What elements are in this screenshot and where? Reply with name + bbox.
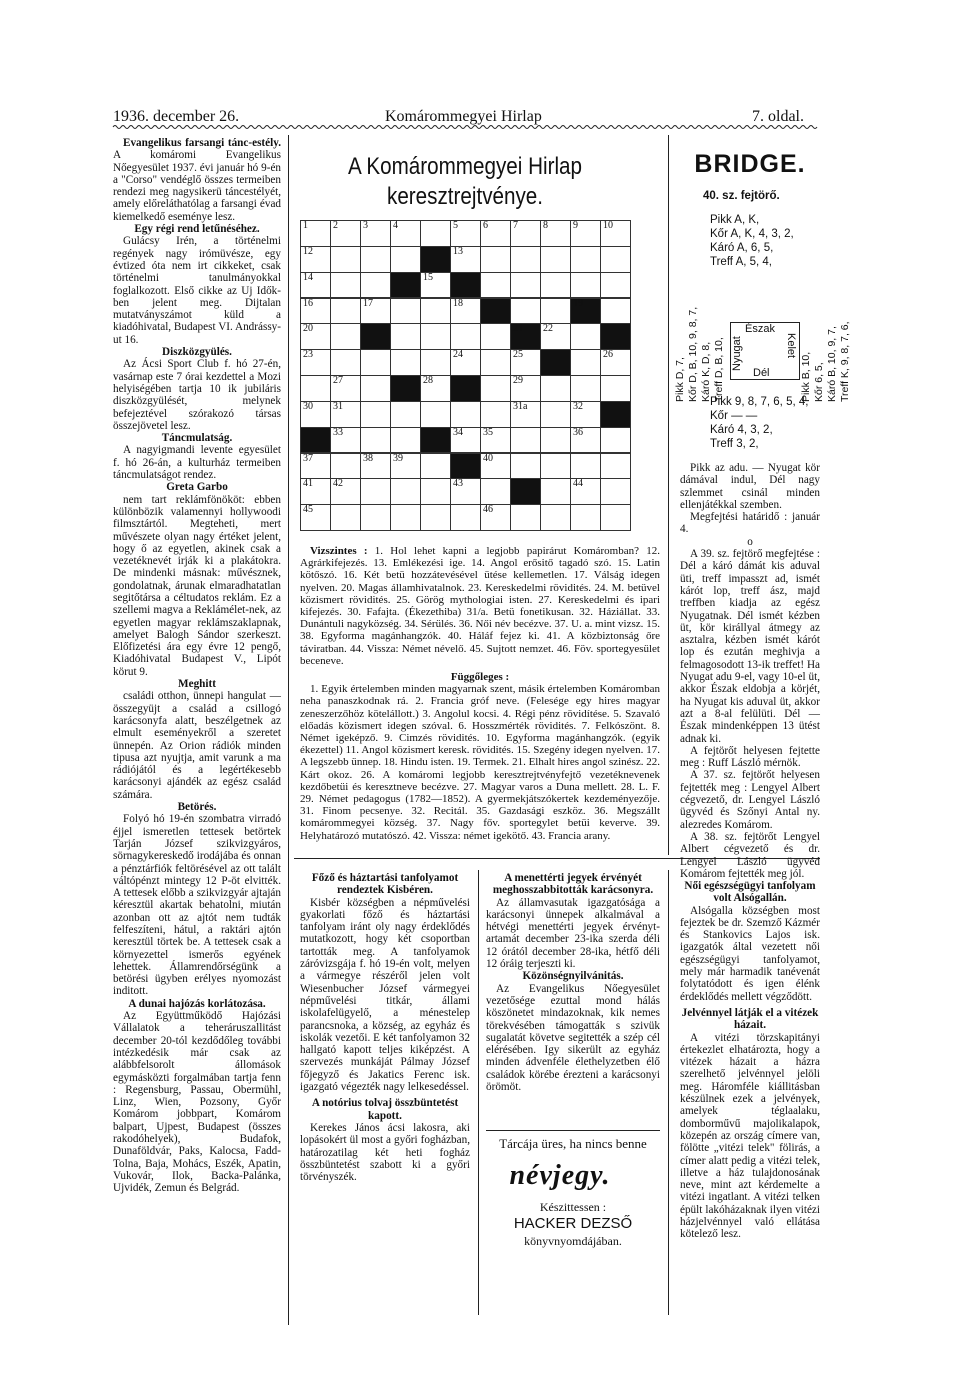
crossword-clue-number: 37 (303, 452, 313, 464)
crossword-cell[interactable] (330, 401, 361, 428)
east-hand (800, 272, 860, 407)
crossword-clue-number: 30 (303, 400, 313, 412)
crossword-cell[interactable] (450, 427, 481, 454)
issue-date: 1936. december 26. (113, 108, 240, 125)
article-text: nem tart reklámfönököt: ebben különbözik valamennyi hollywoodi filmsztártól. Megteheti, mert művészete olyan nagy értéket jelent, hogy ő az egyetlen, akinek csak a vezetéknevét irják ki a plakátokra. De mindenki másnak: művésznek, gondolatnak, árunak elmaradhatatlan segitőtársa a céltudatos reklám. Ez a szellemi magva a Reklámélet-nek, az egyetlen magyar reklámszaklapnak, amelyet Balogh Sándor szerkeszt. Előfizetési ára egy évre 12 pengő, Kiadóhivatal Budapest V., Lipót körut 9. (113, 493, 281, 678)
crossword-cell[interactable] (360, 220, 391, 247)
crossword-black-cell[interactable] (510, 323, 541, 350)
crossword-cell[interactable] (420, 272, 451, 299)
crossword-cell[interactable] (480, 478, 511, 505)
crossword-cell[interactable] (390, 401, 421, 428)
across-clues: 1. Hol lehet kapni a legjobb papirárut Komáromban? 12. Agrárkifejezés. 13. Emlékezési ige. 14. Angol erősitő tagadó szó. 15. Latin kötőszó. 16. Két betü hozzátevésével ütése kellemetlen. 17. Válság idegen nyelven. 20. Magas államhivatalnok. 23. Kereskedelmi rövidités. 24. M. betüvel közismert rövidités. 25. Görög mythologiai isten. 27. Kereskedelmi és ipari kifejezés. 30. Fafajta. (Ékezethiba) 31/a. Betü fonetikusan. 32. Háziállat. 33. Dunántuli nagyközség. 34. Sérülés. 36. Női név becézve. 37. U. a. mint vizsz. 15. 38. Egyforma magánhangzók. 40. Háláf fejez ki. 41. A közbiztonság őre táviratban. 44. Vissza: Német névelő. 45. Sujtott nemzet. 46. Föv. sportegyesület beceneve. (300, 545, 660, 667)
north-spades: Pikk A, K, (710, 214, 760, 226)
crossword-clue-number: 14 (303, 271, 313, 283)
crossword-cell[interactable] (390, 323, 421, 350)
crossword-cell[interactable] (540, 401, 571, 428)
crossword-clue-number: 13 (453, 245, 463, 257)
ad-nevjegy: névjegy. (509, 1160, 611, 1191)
crossword-clue-number: 43 (453, 478, 463, 490)
headline: Főző és háztartási tanfolyamot rendeztek Kisbéren. (311, 872, 459, 897)
south-hearts: Kőr — — (710, 410, 758, 422)
crossword-cell[interactable] (480, 375, 511, 402)
crossword-black-cell[interactable] (360, 323, 391, 350)
crossword-clue-number: 24 (453, 349, 463, 361)
bridge-solution: A 39. sz. fejtörő megfejtése : Dél a káró dámát kis aduval üti, treff impasszt ad, ismét kárót lop, treff ász, majd treffben kiadja az egész Nyugatnak. Dél ismét kézben üt, kör királlyal átmegy az asztalra, kézben ismét kárót lop és ezután meghivja a felmagosodott 13-ik treffet! Ha Nyugat adu 9-el, vagy 10-el üt, akkor Észak eldobja a körjét, ha Nyugat kis aduval üt, akkor azt a 8-al felülüti. Dél — Észak mindenképpen 13 ütést adnak ki. (680, 548, 820, 745)
headline: Betörés. (177, 801, 217, 814)
column-rule (478, 870, 479, 1315)
crossword-black-cell[interactable] (450, 272, 481, 299)
page-number: 7. oldal. (752, 108, 804, 125)
crossword-clue-number: 36 (573, 426, 583, 438)
crossword-cell[interactable] (360, 375, 391, 402)
crossword-clue-number: 5 (453, 220, 458, 231)
crossword-cell[interactable] (540, 375, 571, 402)
crossword-cell[interactable] (390, 220, 421, 247)
crossword-cell[interactable] (540, 453, 571, 480)
north-clubs: Treff A, 5, 4, (710, 256, 773, 268)
crossword-cell[interactable] (300, 375, 331, 402)
crossword-clue-number: 22 (543, 323, 553, 335)
crossword-cell[interactable] (330, 453, 361, 480)
crossword-cell[interactable] (300, 453, 331, 480)
crossword-cell[interactable] (570, 478, 601, 505)
bridge-text (680, 462, 820, 880)
crossword-black-cell[interactable] (390, 272, 421, 299)
crossword-clue-number: 21 (513, 323, 523, 335)
crossword-title (323, 152, 607, 212)
crossword-clue-number: 41 (303, 478, 313, 490)
crossword-cell[interactable] (390, 427, 421, 454)
crossword-cell[interactable] (420, 478, 451, 505)
crossword-cell[interactable] (360, 504, 391, 531)
article-text: Gulácsy Irén, a történelmi regények nagy irómüvésze, egy évtized óta nem irt cikkeket, csak történelmi tanulmányokkal foglalkozott. Első cikke az Uj Idők-ben jelent meg. Dijtalan mutatványszámot küld a kiadóhivatal, Budapest VI. Andrássy-ut 16. (113, 235, 281, 346)
crossword-cell[interactable] (540, 427, 571, 454)
crossword-clue-number: 12 (303, 245, 313, 257)
crossword-clue-number: 32 (573, 400, 583, 412)
crossword-cell[interactable] (480, 504, 511, 531)
crossword-cell[interactable] (360, 349, 391, 376)
crossword-cell[interactable] (570, 323, 601, 350)
crossword-cell[interactable] (420, 401, 451, 428)
bridge-deadline: Megfejtési határidő : január 4. (680, 511, 820, 536)
crossword-cell[interactable] (330, 504, 361, 531)
south-spades: Pikk 9, 8, 7, 6, 5, 4, (710, 396, 809, 408)
crossword-clue-number: 42 (333, 478, 343, 490)
crossword-cell[interactable] (600, 427, 631, 454)
crossword-clue-number: 29 (513, 375, 523, 386)
crossword-black-cell[interactable] (600, 323, 631, 350)
headline: A notórius tolvaj összbüntetést kapott. (311, 1097, 459, 1122)
article-text: Az Evangelikus Nőegyesület vezetősége ezuttal mond hálás köszönetet mindazoknak, kik nemes törekvésében támogatták s szivük sugalatát követve segitették a szép cél elérésében. Igy sikerült az egyház minden ádvenféle élethelyzetben élő családok körébe érezteni a karácsonyi örömöt. (486, 982, 660, 1094)
north-hearts: Kőr A, K, 4, 3, 2, (710, 228, 794, 240)
crossword-black-cell[interactable] (510, 478, 541, 505)
separator-mark: o (747, 535, 753, 548)
crossword-cell[interactable] (540, 504, 571, 531)
crossword-cell[interactable] (540, 272, 571, 299)
crossword-cell[interactable] (360, 298, 391, 325)
headline: A menettérti jegyek érvényét meghosszabbitották karácsonyra. (492, 872, 654, 897)
crossword-cell[interactable] (510, 272, 541, 299)
crossword-clue-number: 18 (453, 297, 463, 309)
crossword-cell[interactable] (570, 504, 601, 531)
crossword-black-cell[interactable] (480, 298, 511, 325)
crossword-cell[interactable] (600, 453, 631, 480)
crossword-black-cell[interactable] (420, 427, 451, 454)
crossword-cell[interactable] (510, 427, 541, 454)
crossword-title-line1: A Komárommegyei Hirlap (347, 153, 583, 180)
east-spades: Pikk B, 10, (800, 351, 812, 402)
crossword-clue-number: 2 (333, 220, 338, 231)
crossword-clue-number: 10 (603, 220, 613, 231)
south-diamonds: Káró 4, 3, 2, (710, 424, 773, 436)
crossword-cell[interactable] (450, 246, 481, 273)
crossword-cell[interactable] (360, 478, 391, 505)
east-hearts: Kőr 6, 5, (813, 362, 825, 402)
crossword-cell[interactable] (390, 478, 421, 505)
article-text: Folyó hó 19-én szombatra virradó éjjel ismeretlen tettesek betörtek Tarján József szikvizgyáros, sörnagykereskedő irodájába és onnan a pénztárfiók feltörésével az ott talált váltópénzt mintegy 12 P-öt elvitték. A tettesek előbb a szikvizgyár ajtaján kéresztül akartak behatolni, miután azonban ott az ajtót nem tudták felfeszíteni, hátul, a raktári ajtón keresztül törtek be. A tettesek csak a környezettel ismerős egyének lehettek. Államrendőrségünk a betörési ügyben erélyes nyomozást inditott. (113, 813, 281, 998)
crossword-cell[interactable] (300, 401, 331, 428)
crossword-black-cell[interactable] (420, 246, 451, 273)
crossword-cell[interactable] (540, 478, 571, 505)
crossword-title-line2: keresztrejtvénye. (386, 183, 544, 210)
crossword-clue-number: 1 (303, 220, 308, 231)
crossword-cell[interactable] (300, 272, 331, 299)
crossword-cell[interactable] (570, 272, 601, 299)
west-spades: Pikk D, 7, (674, 357, 686, 402)
crossword-cell[interactable] (600, 220, 631, 247)
column-rule (288, 135, 289, 1325)
compass-south: Dél (753, 367, 770, 379)
crossword-clue-number: 9 (573, 220, 578, 231)
article-text: Alsógalla községben most fejeztek be dr. Szemző Kázmér és Stankovics Lajos isk. igazgatók által vezetett női egészségügyi tanfolyamot, mely már harmadik tanévenát folytatódott és igen élénk érdeklődés mellett végződött. (680, 904, 820, 1003)
crossword-clue-number: 27 (333, 375, 343, 386)
crossword-cell[interactable] (300, 246, 331, 273)
crossword-cell[interactable] (480, 401, 511, 428)
compass-west: Nyugat (731, 336, 743, 371)
west-diamonds: Káró K, D, 8, (700, 341, 712, 402)
article-text: A nagyigmandi levente egyesület f. hó 26-án, a kulturház termeiben táncmulatságot rendez. (113, 444, 281, 482)
crossword-cell[interactable] (510, 349, 541, 376)
crossword-cell[interactable] (510, 401, 541, 428)
crossword-cell[interactable] (330, 375, 361, 402)
crossword-clue-number: 33 (333, 426, 343, 438)
crossword-cell[interactable] (420, 323, 451, 350)
crossword-clue-number: 40 (483, 452, 493, 464)
article-text: családi otthon, ünnepi hangulat — összegyüjt a család a csillogó karácsonyfa alatt, beszélgetnek az elmult eseményekről a szeretet ünnepén. Az Orion rádiók minden tipusa azt nyujtja, amit varunk a ma rádiójától és a legértékesebb karácsonyi ajándék az egész család számára. (113, 690, 281, 801)
paper-name: Komárommegyei Hirlap (385, 108, 542, 125)
crossword-clue-number: 39 (393, 452, 403, 464)
crossword-cell[interactable] (540, 220, 571, 247)
article-text: Kisbér községben a népművelési gyakorlati főző és háztartási tanfolyam iránt oly nagy érdeklődés mutatkozott, hogy két csoportban tartották meg. A tanfolyamok záróvizsgája f. hó 19-én volt, melyen a vármegye részéről jelen volt Wiesenbucher József vármegyei népművelési titkár, állami iskolafelügyelő, a ménestelep parancsnoka, a község, az egyház és iskolák vezetői. E két tanfolyamon 32 hallgató kapott teljes kiképzést. A szervezés munkáját Pálmay József főjegyző és Jakatics Ferenc isk. igazgató végezték nagy lelkesedéssel. (300, 896, 470, 1094)
column-rule (668, 870, 669, 1315)
crossword-cell[interactable] (300, 220, 331, 247)
headline: Egy régi rend letűnéséhez. (134, 223, 260, 236)
crossword-cell[interactable] (390, 246, 421, 273)
crossword-cell[interactable] (330, 427, 361, 454)
crossword-cell[interactable] (390, 504, 421, 531)
crossword-cell[interactable] (390, 453, 421, 480)
crossword-cell[interactable] (360, 453, 391, 480)
crossword-cell[interactable] (390, 298, 421, 325)
crossword-cell[interactable] (420, 220, 451, 247)
crossword-black-cell[interactable] (450, 453, 481, 480)
left-news-column (113, 137, 281, 1317)
crossword-cell[interactable] (570, 375, 601, 402)
crossword-black-cell[interactable] (450, 375, 481, 402)
crossword-cell[interactable] (300, 298, 331, 325)
crossword-cell[interactable] (360, 427, 391, 454)
crossword-cell[interactable] (510, 504, 541, 531)
headline: Közönségnyilvánitás. (522, 970, 624, 983)
crossword-black-cell[interactable] (570, 298, 601, 325)
west-clubs: Treff D, B, 10, (713, 337, 725, 402)
crossword-cell[interactable] (510, 453, 541, 480)
crossword-cell[interactable] (420, 375, 451, 402)
article-text: Az Ácsi Sport Club f. hó 27-én, vasárnap este 7 órai kezdettel a Mozi helyiségében tartja 10 ik jubiláris diszközgyülését, melynek befejeztével szórakozó társas összejövetel lesz. (113, 358, 281, 432)
headline: Táncmulatság. (161, 432, 233, 445)
article-text: A vitézi törzskapitányi értekezlet elhatározta, hogy a vitézek házait a házra szerelhető jelvénnyel jelöli meg. Háromféle kiállitásban készülnek ezek a jelvények, amelyek téglaalaku, domborművű majolikalapok, közepén az ország címere van, fölötte „vitézi telek" fölirás, a címer alatt pedig a vitézi telek, illetve a ház tulajdonosának neve, mint azt kérdemelte a vitézi ingatlant. A vitézi telken épült lakóházaknak ilyen vitézi házjelvénnyel való ellátása kötelező lesz. (680, 1031, 820, 1241)
crossword-clue-number: 3 (363, 220, 368, 231)
headline: Evangelikus farsangi tánc-estély. (123, 137, 281, 149)
crossword-cell[interactable] (570, 349, 601, 376)
crossword-black-cell[interactable] (390, 375, 421, 402)
headline: Greta Garbo (166, 481, 228, 494)
crossword-clue-number: 45 (303, 504, 313, 516)
crossword-cell[interactable] (330, 298, 361, 325)
crossword-cell[interactable] (330, 323, 361, 350)
crossword-cell[interactable] (600, 298, 631, 325)
bottom-column-2 (486, 872, 660, 1122)
west-hand (674, 272, 734, 407)
crossword-cell[interactable] (450, 401, 481, 428)
compass-north: Észak (745, 323, 775, 335)
crossword-cell[interactable] (480, 272, 511, 299)
ad-rule (486, 1130, 660, 1131)
crossword-clue-number: 8 (543, 220, 548, 231)
crossword-cell[interactable] (450, 504, 481, 531)
column-rule (668, 135, 669, 855)
crossword-clue-number: 7 (513, 220, 518, 231)
crossword-cell[interactable] (300, 478, 331, 505)
ad-line: Készittessen : (539, 1200, 607, 1214)
bridge-solvers: A fejtörőt helyesen fejtette meg : Ruff László mérnök. (680, 744, 820, 770)
crossword-cell[interactable] (300, 323, 331, 350)
crossword-clue-number: 17 (363, 297, 373, 309)
crossword-cell[interactable] (600, 349, 631, 376)
crossword-cell[interactable] (570, 427, 601, 454)
crossword-clue-number: 34 (453, 426, 463, 438)
west-hearts: Kőr D, B, 10, 9, 8, 7, (687, 306, 699, 402)
crossword-cell[interactable] (420, 298, 451, 325)
crossword-cell[interactable] (420, 504, 451, 531)
crossword-clue-number: 6 (483, 220, 488, 231)
crossword-cell[interactable] (570, 246, 601, 273)
bridge-rules: Pikk az adu. — Nyugat kör dámával indul, Dél nagy szlemmet csinál minden ellenjátékkal szemben. (680, 462, 820, 511)
crossword-clue-number: 46 (483, 504, 493, 516)
crossword-clue-number: 23 (303, 349, 313, 361)
crossword-cell[interactable] (510, 298, 541, 325)
bridge-title: BRIDGE. (694, 150, 806, 178)
crossword-cell[interactable] (450, 298, 481, 325)
crossword-cell[interactable] (570, 220, 601, 247)
crossword-cell[interactable] (480, 246, 511, 273)
crossword-cell[interactable] (600, 504, 631, 531)
crossword-cell[interactable] (510, 246, 541, 273)
crossword-cell[interactable] (360, 401, 391, 428)
crossword-cell[interactable] (330, 272, 361, 299)
crossword-grid (300, 220, 630, 530)
crossword-clues (300, 545, 660, 855)
bottom-column-3 (680, 880, 820, 1320)
crossword-cell[interactable] (450, 220, 481, 247)
crossword-cell[interactable] (510, 375, 541, 402)
crossword-cell[interactable] (450, 323, 481, 350)
north-diamonds: Káró A, 6, 5, (710, 242, 774, 254)
bridge-puzzle-number: 40. sz. fejtörő. (703, 190, 780, 202)
headline: Meghitt (178, 678, 216, 691)
crossword-cell[interactable] (450, 349, 481, 376)
header-wavy-rule (113, 124, 819, 130)
south-clubs: Treff 3, 2, (710, 438, 759, 450)
crossword-clue-number: 44 (573, 478, 583, 490)
crossword-cell[interactable] (300, 349, 331, 376)
crossword-cell[interactable] (540, 298, 571, 325)
crossword-cell[interactable] (600, 375, 631, 402)
crossword-cell[interactable] (330, 349, 361, 376)
crossword-clue-number: 25 (513, 349, 523, 361)
ad-line: könyvnyomdájában. (524, 1234, 622, 1248)
crossword-black-cell[interactable] (600, 401, 631, 428)
crossword-clue-number: 15 (423, 271, 433, 283)
crossword-clue-number: 4 (393, 220, 398, 231)
crossword-cell[interactable] (480, 427, 511, 454)
crossword-clue-number: 31a (513, 400, 528, 412)
article-text: Kerekes János ácsi lakosra, aki lopásokért ül most a győri fogházban, határozatilag két heti fogház összbüntetést szabott ki a győri törvényszék. (300, 1121, 470, 1184)
crossword-clue-number: 35 (483, 426, 493, 438)
bridge-solvers-37: A 37. sz. fejtörőt helyesen fejtették meg : Lengyel Albert cégvezető, dr. Lengyel László ügyvéd és Szőnyi Antal ny. alezredes Komárom. (680, 769, 820, 831)
crossword-clue-number: 20 (303, 323, 313, 335)
article-text: Az államvasutak igazgatósága a karácsonyi ünnepek alkalmával a hétvégi menettérti jegyek érvénytartamát december 23-ika szerda déli 12 órától december 28-ika, hétfő déli 12 óráig terjeszti ki. (486, 896, 660, 971)
crossword-clue-number: 28 (423, 375, 433, 386)
crossword-cell[interactable] (480, 323, 511, 350)
crossword-cell[interactable] (300, 504, 331, 531)
crossword-black-cell[interactable] (540, 349, 571, 376)
ad-company: HACKER DEZSŐ (513, 1215, 633, 1232)
crossword-cell[interactable] (480, 349, 511, 376)
crossword-cell[interactable] (330, 246, 361, 273)
crossword-black-cell[interactable] (300, 427, 331, 454)
crossword-clue-number: 19 (573, 297, 583, 309)
headline: Női egészségügyi tanfolyam volt Alsógallán. (684, 880, 816, 905)
crossword-cell[interactable] (420, 349, 451, 376)
compass-east: Kelet (785, 333, 797, 359)
crossword-cell[interactable] (450, 478, 481, 505)
down-clues: 1. Egyik értelemben minden magyarnak szent, másik értelemben Komáromban neha panaszkodnak rá. 2. Francia gróf neve. (Felesége egy hires magyar zeneszerzőhöz kötelállott.) 3. Angolul kocsi. 4. Régi pénz rövidítése. 5. Szavaló előadás közismert idegen szóval. 6. Hosszmérték rövidités. 7. Felkószönt. 8. Német igeképző. 9. Cimzés rövidités. 10. Egyforma magánhangzók. (egyik ékezettel) 11. Angol közismert keresk. rövidités. 15. Szegény idegen nyelven. 17. A legszebb ünnep. 18. Hindu isten. 19. Termek. 21. Elhalt hires angol szinész. 22. Kárt okoz. 26. A komáromi legjobb keresztrejtvényfejtő vezetéknevenek kezdőbetüi és keresztneve becézve. 27. Magyar varos a Duna mellett. 28. L. F. 29. Német pedagogus (1782—1852). A gyermekjátszókertek kezdeményezője. 31. Finom pecsenye. 32. Recitál. 35. Gazdasági eszköz. 36. Megszállt komárommegyei község. 37. Nagy főv. sportegylet betüi keverve. 39. Helyhatározó mutatószó. 42. Vissza: német igekötő. 43. Francia arany. (300, 683, 660, 842)
ad-line: Tárcája üres, ha nincs benne (499, 1136, 647, 1151)
crossword-clue-number: 26 (603, 349, 613, 361)
crossword-cell[interactable] (540, 246, 571, 273)
east-clubs: Treff K, 9, 8, 7, 6, (839, 321, 851, 402)
crossword-cell[interactable] (540, 323, 571, 350)
article-text: Az Együttműködő Hajózási Vállalatok a teheráruszallitást december 20-tól kezdődőleg további intézkedésik már csak az alábbfelsorolt állomások egymásközti forgalmában tartja fenn : Regensburg, Passau, Obermühl, Linz, Wien, Pozsony, Győr Komárom jobbpart, Komárom balpart, Ujpest, Budapest (összes rakodóhelyek), Budafok, Dunaföldvár, Paks, Kalocsa, Fadd-Tolna, Baja, Mohács, Eszék, Apatin, Vukovár, Ilok, Backa-Palánka, Ujvidék, Zemun és Belgrád. (113, 1010, 281, 1195)
across-heading: Vizszintes : (310, 545, 368, 557)
crossword-clue-number: 16 (303, 297, 313, 309)
crossword-clue-number: 38 (363, 452, 373, 464)
crossword-cell[interactable] (390, 349, 421, 376)
crossword-cell[interactable] (330, 220, 361, 247)
crossword-cell[interactable] (330, 478, 361, 505)
bridge-solvers-38: A 38. sz. fejtörőt Lengyel Albert cégvezető és dr. Lengyel László ügyvéd Komárom fejtették meg jól. (680, 830, 820, 880)
bottom-column-1 (300, 872, 470, 1322)
crossword-clue-number: 31 (333, 400, 343, 412)
crossword-cell[interactable] (600, 246, 631, 273)
crossword-cell[interactable] (600, 478, 631, 505)
crossword-cell[interactable] (600, 272, 631, 299)
article-text: A komáromi Evangelikus Nőegyesület 1937. évi január hó 9-én a "Corso" vendéglő összes termeiben rendezi meg nagysikerü táncestélyét, amely előreláthatólag a farsangi évad kiemelkedő eseménye lesz. (113, 149, 281, 223)
crossword-cell[interactable] (480, 220, 511, 247)
crossword-cell[interactable] (570, 401, 601, 428)
headline: Jelvénnyel látják el a vitézek házait. (681, 1006, 819, 1032)
down-heading: Függőleges : (450, 671, 510, 684)
crossword-cell[interactable] (570, 453, 601, 480)
headline: Diszközgyülés. (162, 346, 232, 359)
crossword-cell[interactable] (360, 246, 391, 273)
headline: A dunai hajózás korlátozása. (128, 997, 266, 1010)
crossword-cell[interactable] (420, 453, 451, 480)
crossword-cell[interactable] (360, 272, 391, 299)
crossword-cell[interactable] (510, 220, 541, 247)
compass-box (730, 322, 800, 380)
crossword-cell[interactable] (480, 453, 511, 480)
east-diamonds: Káró B, 10, 9, 7, (826, 326, 838, 402)
